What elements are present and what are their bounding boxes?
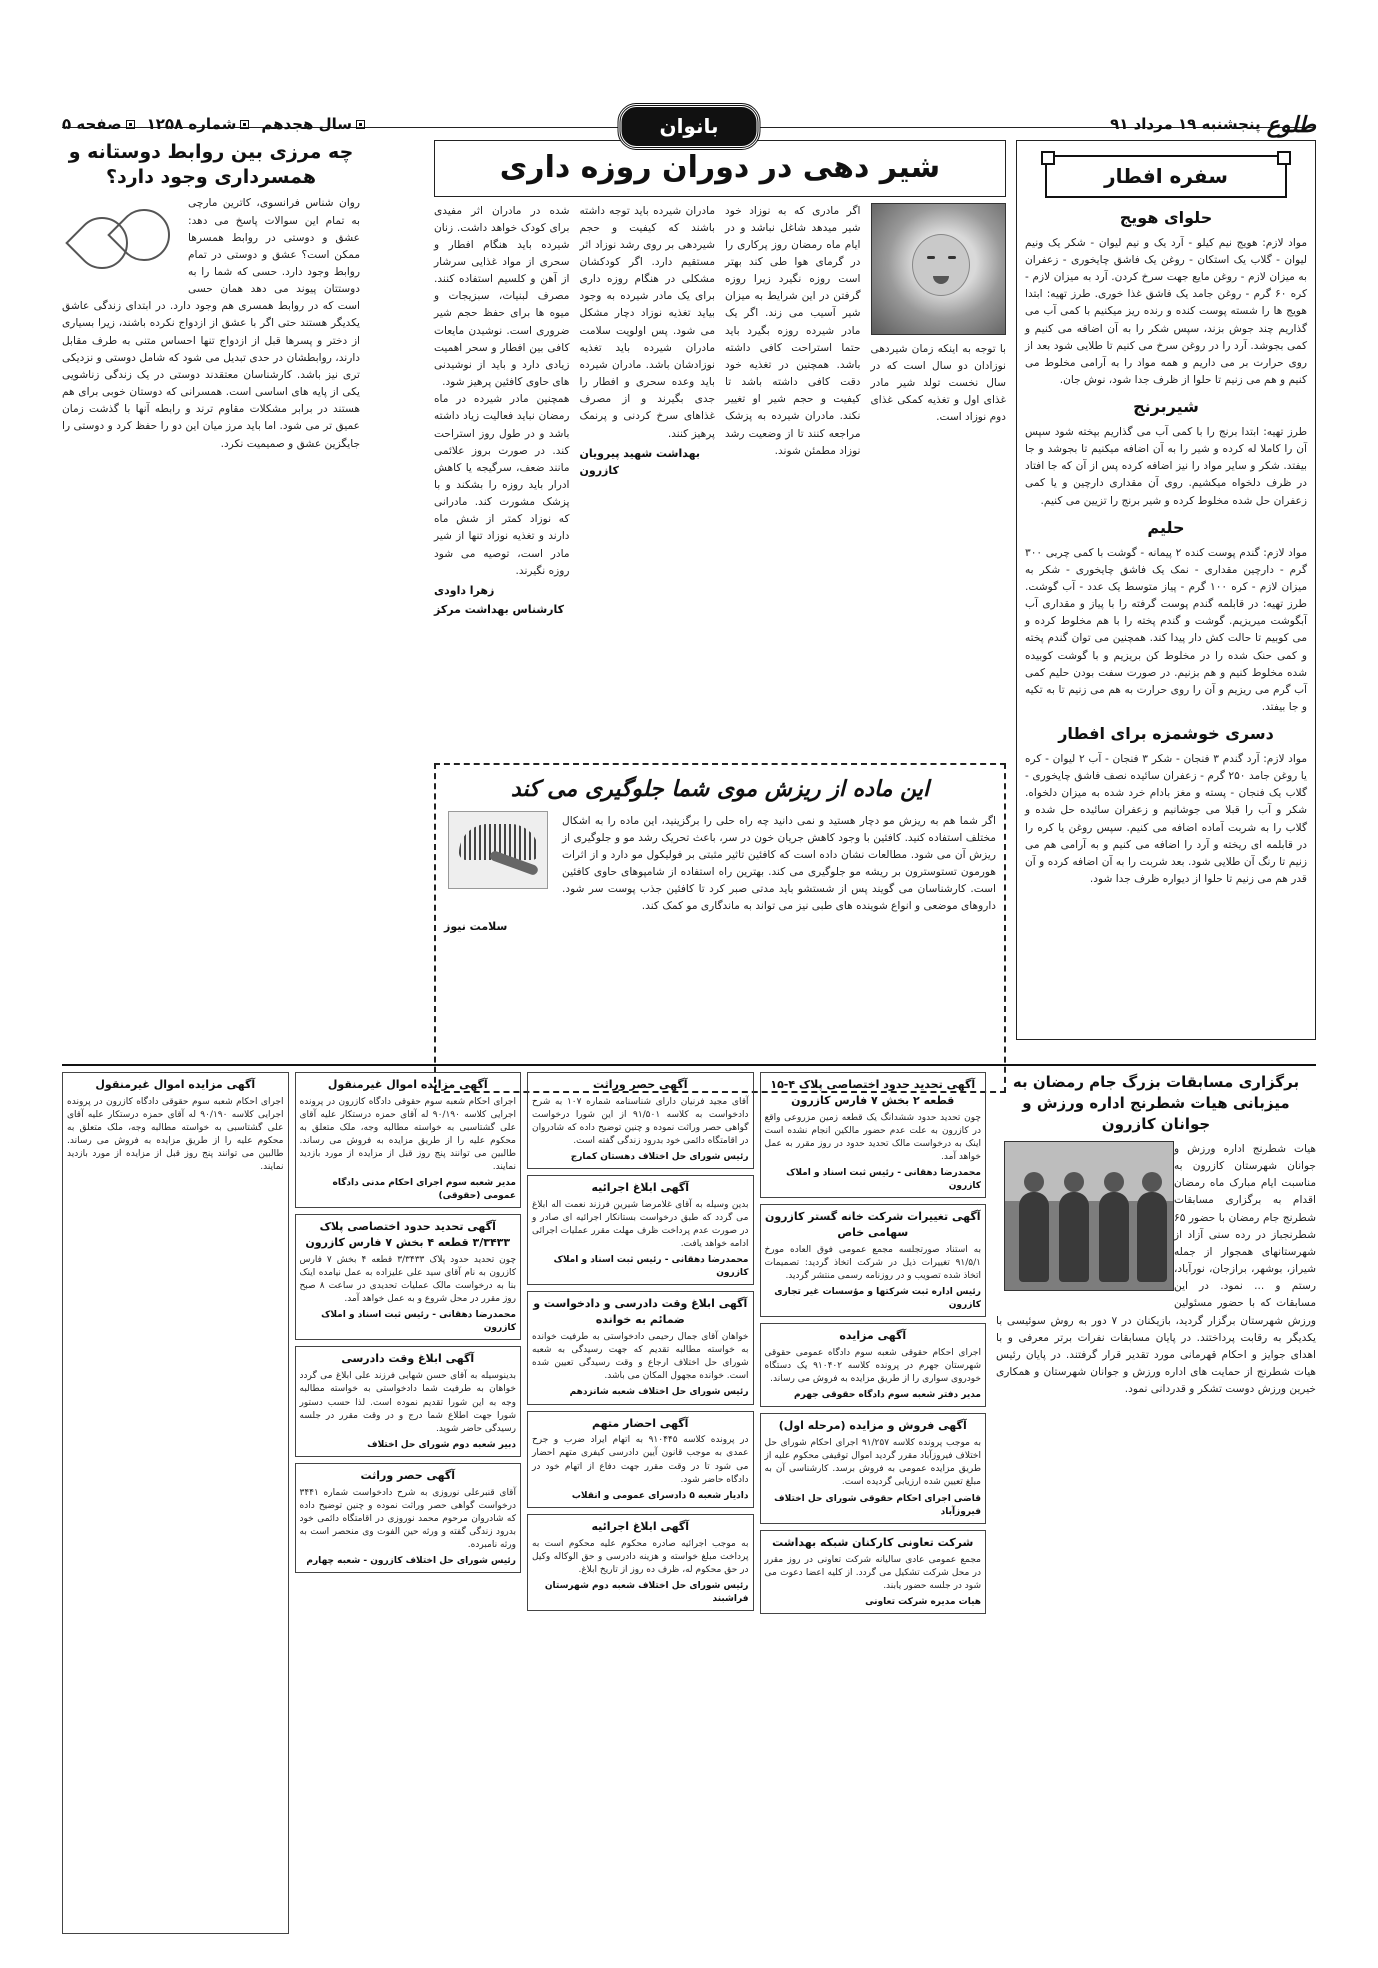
square-icon: [356, 120, 365, 129]
legal-ad: [760, 1323, 987, 1407]
hair-text: اگر شما هم به ریزش مو دچار هستید و نمی دانید چه راه حلی را برگزینید، این ماده را به اشکال مختلف استفاده کنید. کافئین با وجود کاهش جریان خون در سر، باعث تحریک رشد مو و جلوگیری از ریزش آن می شود. مطالعات نشان داده است که کافئین تاثیر مثبتی بر فولیکول مو دارد و از اثرات هورمون تستوسترون بر ریشه مو جلوگیری می کند. بهترین راه استفاده از شامپوهای حاوی کافئین است. کارشناسان می گویند پس از شستشو باید مدتی صبر کرد تا کافئین جذب پوست سر شود. داروهای موضعی و انواع شوینده های طبی نیز می تواند به ماندگاری مو کمک کند.: [562, 814, 996, 913]
milk-headline: شیر دهی در دوران روزه داری: [434, 140, 1006, 197]
top-zone: [62, 140, 1316, 1060]
ad-text: اجرای احکام شعبه سوم حقوقی دادگاه کازرون در پرونده اجرایی کلاسه ۹۰/۱۹۰ له آقای حمزه درستکار علیه آقای علی گشتاسبی به خواسته مطالبه وجه، ملک متعلق به محکوم علیه را از طریق مزایده به فروش می رساند. طالبین می توانند پنج روز قبل از مزایده از مورد بازدید نمایند.: [299, 1096, 517, 1173]
ad-title: آگهی فروش و مزایده (مرحله اول): [778, 1419, 967, 1433]
milk-paragraph: اگر مادری که به نوزاد خود شیر میدهد شاغل نباشد و در ایام ماه رمضان روز پرکاری را در گرمای هوا طی کند بهتر است روزه نگیرد زیرا روزه گرفتن در این شرایط به میزان شیر آسیب می زند. اگر یک مادر شیرده روزه بگیرد باید حتما استراحت کافی داشته باشد. همچنین در تغذیه خود دقت کافی داشته باشد تا کیفیت و حجم شیر او تغییر نکند. مادران شیرده به پزشک مراجعه کنند تا از وضعیت رشد نوزاد مطمئن شوند.: [725, 204, 861, 457]
recipe-text: طرز تهیه: ابتدا برنج را با کمی آب می گذاریم بپخته شود سپس آن را کاملا له کرده و شیر را به آن اضافه میکنیم تا بجوشد و جا بیفتد. شکر و سایر مواد را نیز اضافه کرده پس از آن که جا افتاد در ظرف دلخواه میکشیم. روی آن مقداری دارچین و یا کمی زعفران حل شده مخلوط کرده و شیر برنج را تزیین می کنیم.: [1025, 426, 1307, 507]
iftar-box-title: سفره افطار: [1045, 155, 1287, 198]
ad-text: بدین وسیله به آقای غلامرضا شیرین فرزند نعمت اله ابلاغ می گردد که طبق درخواست بستانکار اجرائیه ای صادر و در صورت عدم پرداخت ظرف مهلت مقرر عملیات اجرائی ادامه خواهد یافت.: [532, 1200, 749, 1250]
issue-date: پنجشنبه ۱۹ مرداد ۹۱: [1110, 115, 1261, 134]
ad-text: خواهان آقای جمال رحیمی دادخواستی به طرفیت خوانده به خواسته مطالبه تقدیم که جهت رسیدگی به شعبه شورای حل اختلاف ارجاع و وقت رسیدگی تعیین شده است. خوانده مجهول المکان می باشد.: [532, 1332, 749, 1382]
legal-ad: [527, 1072, 754, 1169]
ad-text: آقای قنبرعلی نوروزی به شرح دادخواست شماره ۳۴۴۱ درخواست گواهی حصر وراثت نموده و چنین توضیح داده که شادروان مرحوم محمد نوروزی در اقامتگاه دائمی خود بدرود زندگی گفته و ورثه حین الفوت وی منحصر است به ورثه نامبرده.: [299, 1487, 516, 1550]
baby-face: [912, 234, 970, 296]
page-info: [62, 113, 135, 136]
recipe-title: حلیم: [1147, 517, 1185, 537]
ad-text: اجرای احکام شعبه سوم حقوقی دادگاه کازرون در پرونده اجرایی کلاسه ۹۰/۱۹۰ له آقای حمزه درستکار علیه آقای علی گشتاسبی به خواسته مطالبه وجه، ملک متعلق به محکوم علیه را از طریق مزایده به فروش می رساند. طالبین می توانند پنج روز قبل از مزایده از مورد بازدید نمایند.: [67, 1096, 284, 1173]
ad-footer: دبیر شعبه دوم شورای حل اختلاف: [367, 1439, 516, 1450]
ad-title: آگهی ابلاغ وقت دادرسی و دادخواست و ضمائم به خوانده: [533, 1297, 748, 1327]
ad-footer: رئیس شورای حل اختلاف شعبه شانزدهم: [569, 1387, 749, 1398]
ad-title: آگهی تغییرات شرکت خانه گستر کازرون سهامی خاص: [764, 1210, 981, 1240]
chess-text: هیات شطرنج اداره ورزش و جوانان شهرستان کازرون به مناسبت ایام مبارک ماه رمضان اقدام به برگزاری مسابقات شطرنج جام رمضان با حضور ۶۵ شطرنجباز در رده سنی آزاد از شهرستانهای همجوار از جمله شیراز، بوشهر، برازجان، نورآباد، رستم و ... نمود. در این مسابقات که با حضور مسئولین ورزش شهرستان برگزار گردید، بازیکنان در ۷ دور به روش سوئیسی با یکدیگر به رقابت پرداختند. در پایان مسابقات نفرات برتر معرفی و با اهدای جوایز و احکام قهرمانی مورد تقدیر قرار گرفتند. در پایان رئیس هیات شطرنج از حمایت های اداره ورزش و جوانان شهرستان و همکاری خیرین ورزش دوست تشکر و قدردانی نمود.: [996, 1143, 1316, 1396]
person-figure: [1137, 1192, 1167, 1282]
chess-headline: برگزاری مسابقات بزرگ جام رمضان به میزبانی هیات شطرنج اداره ورزش و جوانان کازرون: [1012, 1073, 1300, 1133]
recipe: [1025, 395, 1307, 510]
love-column: [62, 140, 360, 1040]
recipe: [1025, 206, 1307, 389]
ad-text: در پرونده کلاسه ۹۱۰۴۴۵ به اتهام ایراد ضرب و جرح عمدی به موجب قانون آیین دادرسی کیفری متهم احضار می شود تا در وقت مقرر جهت دفاع از اتهام خود در دادگاه حاضر شود.: [532, 1435, 749, 1485]
ads-column: [62, 1072, 289, 1934]
ad-title: آگهی تحدید حدود اختصاصی پلاک ۳/۳۴۳۳ قطعه ۴ بخش ۷ فارس کازرون: [305, 1220, 511, 1250]
milk-col: [871, 203, 1007, 619]
hair-article: [434, 763, 1006, 1093]
milk-col: [725, 203, 861, 619]
ads-column: [760, 1072, 987, 1934]
legal-ad: [760, 1530, 987, 1614]
byline: بهداشت شهید پیرویان کازرون: [579, 446, 701, 477]
milk-paragraph: شده در مادران اثر مفیدی برای کودک خواهد داشت. زنان شیرده باید هنگام افطار و سحری از مواد غذایی سرشار از آهن و کلسیم استفاده کنند. مصرف لبنیات، سبزیجات و میوه ها برای حفظ حجم شیر ضروری است. نوشیدن مایعات کافی بین افطار و سحر اهمیت زیادی دارد و باید از نوشیدنی های حاوی کافئین پرهیز شود.: [434, 204, 570, 389]
ad-footer: مدیر شعبه سوم اجرای احکام مدنی دادگاه عمومی (حقوقی): [332, 1178, 516, 1202]
ads-column: [295, 1072, 522, 1934]
square-icon: [126, 120, 135, 129]
legal-ad: [527, 1175, 754, 1285]
volume-info: [261, 113, 365, 136]
recipe-title: شیربرنج: [1133, 397, 1199, 417]
love-headline: چه مرزی بین روابط دوستانه و همسرداری وجود دارد؟: [68, 141, 354, 188]
ad-footer: دادیار شعبه ۵ دادسرای عمومی و انقلاب: [571, 1490, 749, 1501]
legal-ad: [295, 1072, 522, 1208]
baby-eye: [927, 256, 935, 259]
ad-title: آگهی ابلاغ وقت دادرسی: [341, 1352, 475, 1366]
person-figure: [1059, 1192, 1089, 1282]
person-figure: [1019, 1192, 1049, 1282]
ad-footer: محمدرضا دهقانی - رئیس ثبت اسناد و املاک کازرون: [553, 1255, 749, 1279]
legal-ad: [760, 1204, 987, 1317]
ad-footer: رئیس شورای حل اختلاف شعبه دوم شهرستان فراشبند: [544, 1580, 749, 1604]
ad-footer: قاضی اجرای احکام حقوقی شورای حل اختلاف فیروزآباد: [774, 1493, 981, 1517]
recipe-title: حلوای هویج: [1119, 208, 1213, 227]
ad-text: چون تحدید حدود ششدانگ یک قطعه زمین مزروعی واقع در کازرون به علت عدم حضور مالکین انجام نشده است اینک به درخواست مالک تحدید حدود در روز مقرر به عمل خواهد آمد.: [764, 1112, 981, 1163]
legal-ads: [62, 1072, 986, 1934]
ad-title: آگهی حصر وراثت: [592, 1078, 688, 1091]
milk-col: [580, 203, 716, 619]
ad-footer: رئیس شورای حل اختلاف دهستان کمارج: [570, 1152, 749, 1163]
recipe-text: مواد لازم: گندم پوست کنده ۲ پیمانه - گوشت با کمی چربی ۳۰۰ گرم - دارچین مقداری - نمک یک فاشق چایخوری - شکر به میزان لازم - کره ۱۰۰ گرم - پیاز متوسط یک عدد - آب گوشت. طرز تهیه: در قابلمه گندم پوست گرفته را با پیاز و مقداری آب آبگوشت میریزیم. گوشت و گندم پخته را با هم مخلوط کرده و می کوبیم تا حالت کش دار پیدا کند. همچنین می توان گندم پخته و کمی حنک شده را در مخلوط کن بریزیم و با گوشت کوبیده شده مخلوط کنیم و هم بزنیم. در صورت سفت بودن حلیم کمی آب گرم می ریزیم و آن را روی حرارت به هم می زنیم تا به تکیه و جا بیفتد.: [1025, 546, 1307, 713]
masthead-left: [62, 110, 365, 140]
photo-caption: با توجه به اینکه زمان شیردهی نوزادان دو سال است که در سال نخست تولد شیر مادر غذای اول و تغذیه کمکی غذای دوم نوزاد است.: [870, 342, 1006, 424]
byline: کارشناس بهداشت مرکز: [434, 602, 565, 616]
ad-footer: مدیر دفتر شعبه سوم دادگاه حقوقی جهرم: [794, 1390, 981, 1401]
square-icon: [240, 120, 249, 129]
ad-text: به استناد صورتجلسه مجمع عمومی فوق العاده مورخ ۹۱/۵/۱ تغییرات ذیل در شرکت اتخاذ گردید: تصمیمات اتخاذ شده تصویب و در روزنامه رسمی منتشر گردید.: [764, 1245, 981, 1282]
ad-title: آگهی مزایده اموال غیرمنقول: [327, 1078, 488, 1091]
recipe-text: مواد لازم: آرد گندم ۳ فنجان - شکر ۳ فنجان - آب ۲ لیوان - کره یا روغن جامد ۲۵۰ گرم - زعفران سائیده نصف فاشق چایخوری - گلاب یک فنجان - پسته و مغز بادام خرد شده به میزان دلخواه. شکر و آب را قبلا می جوشانیم و زعفران سائیده حل شده و گلاب را به شربت آماده اضافه می کنیم. سپس روغن یا کره را در قابلمه ای ریخته و آرد را اضافه می کنیم و به آرامی هم می زنیم تا رنگ آن طلایی شود. بعد شربت را به آن اضافه کرده و آن قدر هم می زنیم تا حلوا از دیواره ظرف جدا شود.: [1025, 752, 1307, 886]
legal-ad: [527, 1514, 754, 1611]
legal-ad: [760, 1072, 987, 1198]
ad-title: آگهی احضار متهم: [592, 1416, 689, 1430]
baby-photo: [871, 203, 1007, 335]
ad-title: آگهی ابلاغ اجرائیه: [591, 1519, 690, 1533]
ad-title: آگهی حصر وراثت: [360, 1468, 456, 1482]
newspaper-logo: طلوع: [1266, 111, 1316, 138]
recipe-title: دسری خوشمزه برای افطار: [1058, 724, 1274, 744]
milk-col: [434, 203, 570, 619]
ad-footer: رئیس شورای حل اختلاف کازرون - شعبه چهارم: [306, 1555, 516, 1566]
love-text: روان شناس فرانسوی، کاترین مارچی به تمام این سوالات پاسخ می دهد: عشق و دوستی در روابط همسرها ممکن است؟ عشق و دوستی در تمام روابط وجود دارد. حسی که شما را به دوستتان پیوند می دهد همان حسی است که در روابط همسری هم وجود دارد. در ابتدای زندگی عاشق یکدیگر هستند حتی اگر با عشق از ازدواج نکرده باشند، زیرا بسیاری از دختر و پسرها قبل از ازدواج تنها احساس متنی به طرف مقابل دارند، روابطشان در حدی تبدیل می شود که شامل دوستی و نزدیکی تری نیز باشد. کارشناسان معتقدند دوستی در یک زندگی زناشویی یکی از پایه های اساسی است. همسرانی که دوستان خوبی برای هم هستند در برابر مشکلات مقاوم ترند و رابطه آنها با گذشت زمان عمیق تر می شود. اما باید مرز میان این دو را حفظ کرد و دوستی را جایگزین عشق و صمیمیت نکرد.: [62, 197, 360, 450]
ad-title: آگهی مزایده اموال غیرمنقول: [95, 1078, 256, 1091]
ad-footer: محمدرضا دهقانی - رئیس ثبت اسناد و املاک کازرون: [321, 1310, 516, 1334]
middle-column: [434, 140, 1006, 1040]
ad-text: به موجب پرونده کلاسه ۹۱/۲۵۷ اجرای احکام شورای حل اختلاف فیروزآباد مقرر گردید اموال توقیفی محکوم علیه از طریق مزایده عمومی به فروش برسد. کارشناسی آن به مبلغ تعیین شده ارزیابی گردیده است.: [764, 1438, 981, 1488]
ad-text: اجرای احکام حقوقی شعبه سوم دادگاه عمومی حقوقی شهرستان جهرم در پرونده کلاسه ۹۱۰۴۰۲ یک دستگاه خودروی سواری را از طریق مزایده به فروش می رساند.: [764, 1348, 981, 1385]
ad-title: شرکت تعاونی کارکنان شبکه بهداشت: [772, 1535, 974, 1549]
hearts-image: [68, 195, 188, 287]
legal-ad: [527, 1411, 754, 1508]
ad-text: به موجب اجرائیه صادره محکوم علیه محکوم است به پرداخت مبلغ خواسته و هزینه دادرسی و حق الوکاله وکیل در حق محکوم له، ظرف ده روز از تاریخ ابلاغ.: [532, 1538, 749, 1575]
bottom-zone: [62, 1064, 1316, 1938]
legal-ad: [295, 1463, 522, 1573]
person-figure: [1099, 1192, 1129, 1282]
section-title: بانوان: [619, 104, 760, 149]
hair-source: سلامت نیوز: [444, 919, 508, 933]
recipe: [1025, 516, 1307, 716]
ad-title: آگهی مزایده: [839, 1329, 907, 1343]
legal-ad: [295, 1214, 522, 1340]
legal-ad: [760, 1413, 987, 1523]
recipe-text: مواد لازم: هویج نیم کیلو - آرد یک و نیم لیوان - شکر یک ونیم لیوان - گلاب یک استکان - روغن یک فاشق چایخوری - زعفران به میزان لازم - روغن مایع جهت سرخ کردن. آرد به میزان لازم - کره ۶۰ گرم - روغن جامد یک فاشق غذا خوری. طرز تهیه: ابتدا هویج ها را شسته پوست کنده و رنده ریز میکنیم با کمی آب می گذاریم چند جوش بزند، سپس شکر را به آن اضافه می کنیم و کمی بجوشد. آرد را در روغن سرخ می کنیم تا طلایی شود بعد از روی حرارت بر می داریم و همه مواد را به آرامی مخلوط می کنیم و هم می زنیم تا حلوا از ظرف جدا شود، نوش جان.: [1025, 236, 1308, 387]
milk-article: [434, 203, 1006, 763]
ads-column: [527, 1072, 754, 1934]
ad-text: آقای مجید فرنیان دارای شناسنامه شماره ۱۰۷ به شرح دادخواست به کلاسه ۹۱/۵۰۱ از این شورا درخواست گواهی حصر وراثت نموده و چنین توضیح داده که شادروان در اقامتگاه دائمی خود بدرود زندگی گفته است.: [532, 1096, 749, 1147]
issue-label: شماره ۱۲۵۸: [146, 115, 237, 134]
byline: زهرا داودی: [434, 583, 495, 597]
masthead-right: [1110, 110, 1316, 140]
legal-ad: [62, 1072, 289, 1934]
ad-footer: محمدرضا دهقانی - رئیس ثبت اسناد و املاک کازرون: [786, 1168, 981, 1192]
issue-info: [147, 113, 250, 136]
milk-text-columns: [434, 203, 1006, 619]
ad-title: آگهی تحدید حدود اختصاصی پلاک ۴-۱۵ قطعه ۲ بخش ۷ فارس کازرون: [770, 1078, 976, 1107]
chess-article: [996, 1072, 1316, 1934]
iftar-column: [1016, 140, 1316, 1040]
hairbrush-image: [448, 811, 548, 889]
baby-eye: [948, 256, 956, 259]
ad-text: بدینوسیله به آقای حسن شهابی فرزند علی ابلاغ می گردد خواهان به طرفیت شما دادخواستی به خواسته مطالبه وجه به این شورا تقدیم نموده است. لذا حسب دستور شورا جهت اطلاع شما درج و در وقت مقرر در جلسه رسیدگی حاضر شوید.: [299, 1371, 516, 1434]
hair-headline: این ماده از ریزش موی شما جلوگیری می کند: [510, 776, 930, 802]
ad-text: مجمع عمومی عادی سالیانه شرکت تعاونی در روز مقرر در محل شرکت تشکیل می گردد. از کلیه اعضا دعوت می شود در جلسه حضور یابند.: [764, 1554, 981, 1591]
milk-paragraph: مادران شیرده باید توجه داشته باشند که کیفیت و حجم شیردهی بر روی رشد نوزاد اثر مستقیم دارد. اگر کودکشان مشکلی در هنگام روزه داری برای یک مادر شیرده به وجود بیاید تغذیه نوزاد دچار مشکل می شود. پس اولویت سلامت مادران شیرده باید تغذیه نوزادشان باشد. مادران شیرده باید وعده سحری و افطار را جدی بگیرند و از مصرف غذاهای سرخ کردنی و پرنمک پرهیز کنند.: [579, 204, 715, 440]
ad-text: چون تحدید حدود پلاک ۳/۳۴۳۳ قطعه ۴ بخش ۷ فارس کازرون به نام آقای سید علی علیزاده به عمل نیامده اینک بنا به درخواست مالک عملیات تحدیدی در ساعت ۸ صبح روز مقرر در محل شروع و به عمل خواهد آمد.: [299, 1255, 517, 1305]
ad-footer: رئیس اداره ثبت شرکتها و مؤسسات غیر تجاری کازرون: [774, 1287, 981, 1311]
recipe: [1025, 722, 1307, 888]
legal-ad: [527, 1291, 754, 1404]
milk-paragraph: همچنین مادر شیرده در ماه رمضان نباید فعالیت زیاد داشته باشد و در طول روز استراحت کند. در صورت بروز علائمی مانند ضعف، سرگیجه یا کاهش ادرار باید روزه را بشکند و با پزشک مشورت کند. مادرانی که نوزاد کمتر از شش ماه دارند و تغذیه نوزاد تنها از شیر مادر است، توصیه می شود روزه نگیرند.: [434, 393, 570, 577]
ad-title: آگهی ابلاغ اجرائیه: [591, 1181, 690, 1195]
page-label: صفحه ۵: [62, 115, 122, 134]
volume-label: سال هجدهم: [261, 115, 353, 134]
chess-photo: [1004, 1141, 1174, 1291]
legal-ad: [295, 1346, 522, 1456]
ad-footer: هیات مدیره شرکت تعاونی: [865, 1596, 981, 1607]
